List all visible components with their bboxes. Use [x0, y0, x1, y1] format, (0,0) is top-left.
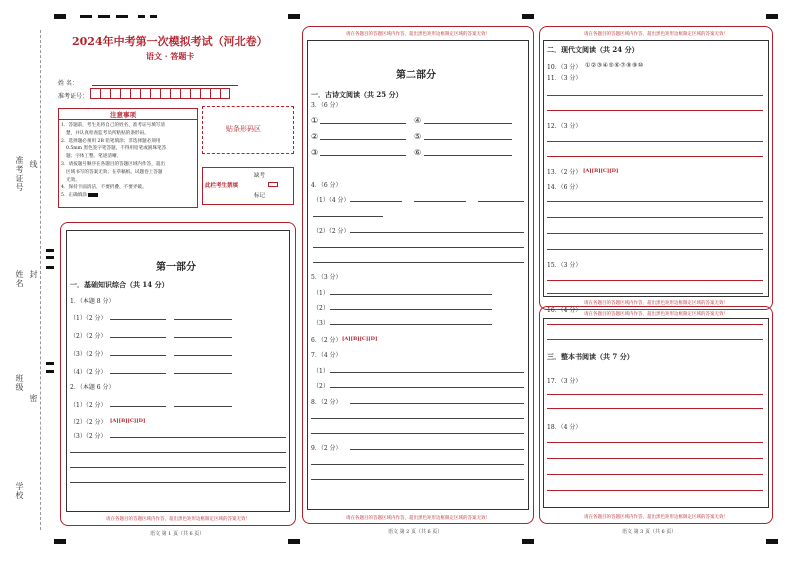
exam-no-boxes[interactable]	[90, 88, 230, 99]
side-label-name: 姓名	[15, 270, 24, 288]
position-mark	[766, 14, 778, 19]
exam-title: 2024年中考第一次模拟考试（河北卷）	[72, 35, 268, 48]
position-mark	[150, 15, 157, 18]
exam-subtitle: 语文 · 答题卡	[146, 51, 195, 61]
part2-section: 一．古诗文阅读（共 25 分）	[311, 90, 403, 99]
position-mark	[54, 14, 66, 19]
choice-q2-2[interactable]: [A][B][C][D]	[110, 418, 146, 424]
part2-title: 第二部分	[396, 70, 436, 81]
part1-section: 一．基础知识综合（共 14 分）	[70, 280, 169, 289]
choice-q6[interactable]: [A][B][C][D]	[342, 336, 378, 342]
side-mark	[46, 249, 54, 252]
side-label-exam-no: 准考证号	[15, 156, 24, 192]
side-label-seal: 封	[29, 270, 38, 279]
part3-section3: 三．整本书阅读（共 7 分）	[547, 352, 634, 361]
absent-text-1: 缺考	[254, 173, 266, 179]
page2-footer: 语文 第 2 页（共 6 页）	[388, 529, 443, 535]
side-mark	[46, 362, 54, 365]
side-label-school: 学校	[15, 482, 24, 500]
notes-title: 注意事项	[110, 111, 136, 119]
absent-checkbox[interactable]	[268, 182, 278, 187]
position-mark	[288, 14, 300, 19]
absent-label: 此栏考生禁填	[205, 183, 239, 189]
part1-title: 第一部分	[156, 262, 196, 273]
binding-line	[40, 30, 41, 530]
page1-footer: 语文 第 1 页（共 6 页）	[150, 531, 205, 537]
notes-list: 1．答题前，考生先将自己的姓名、准考证号填写清 楚，并认真检查监考员所粘贴的条形码。 2．选择题必须用 2B 铅笔填涂；非选择题必须用 0.5mm 黑色签字笔答题，不得用铅笔或圆珠笔答 题；字体工整、笔迹清晰。 3．请按题号顺序在各题目的答题区域内作答，超出 区域书写的答案无效；在草稿纸、试题卷上答题 无效。 4．保持卡面清洁，不要折叠、不要弄破。 5．正确填涂	[61, 123, 167, 199]
side-mark	[46, 256, 54, 259]
part3-section2: 二．现代文阅读（共 24 分）	[547, 45, 639, 54]
position-mark	[116, 15, 128, 18]
q10-options[interactable]: ①②③④⑤⑥⑦⑧⑨⑩	[585, 62, 644, 69]
position-mark	[766, 539, 778, 544]
side-label-class: 班级	[15, 374, 24, 392]
side-label-line: 线	[29, 160, 38, 169]
absent-text-2: 标记	[254, 193, 266, 199]
position-mark	[54, 539, 66, 544]
side-mark	[46, 266, 54, 269]
name-field[interactable]	[92, 85, 238, 86]
position-mark	[138, 15, 145, 18]
side-label-tight: 密	[29, 394, 38, 403]
filled-sample	[88, 193, 98, 197]
page1-bottom-notice: 请在各题目的答题区域内作答，超出黑色矩形边框限定区域的答案无效！	[106, 517, 250, 522]
position-mark	[288, 539, 300, 544]
side-mark	[46, 370, 54, 373]
page3-lower-frame	[543, 318, 769, 508]
choice-q13[interactable]: [A][B][C][D]	[583, 168, 619, 174]
position-mark	[80, 15, 92, 18]
name-label: 姓 名：	[58, 80, 78, 87]
position-mark	[522, 539, 534, 544]
position-mark	[522, 14, 534, 19]
exam-no-label: 准考证号：	[58, 93, 89, 100]
page3-footer: 语文 第 3 页（共 6 页）	[622, 529, 677, 535]
position-mark	[98, 15, 110, 18]
barcode-label: 贴条形码区	[226, 125, 261, 133]
